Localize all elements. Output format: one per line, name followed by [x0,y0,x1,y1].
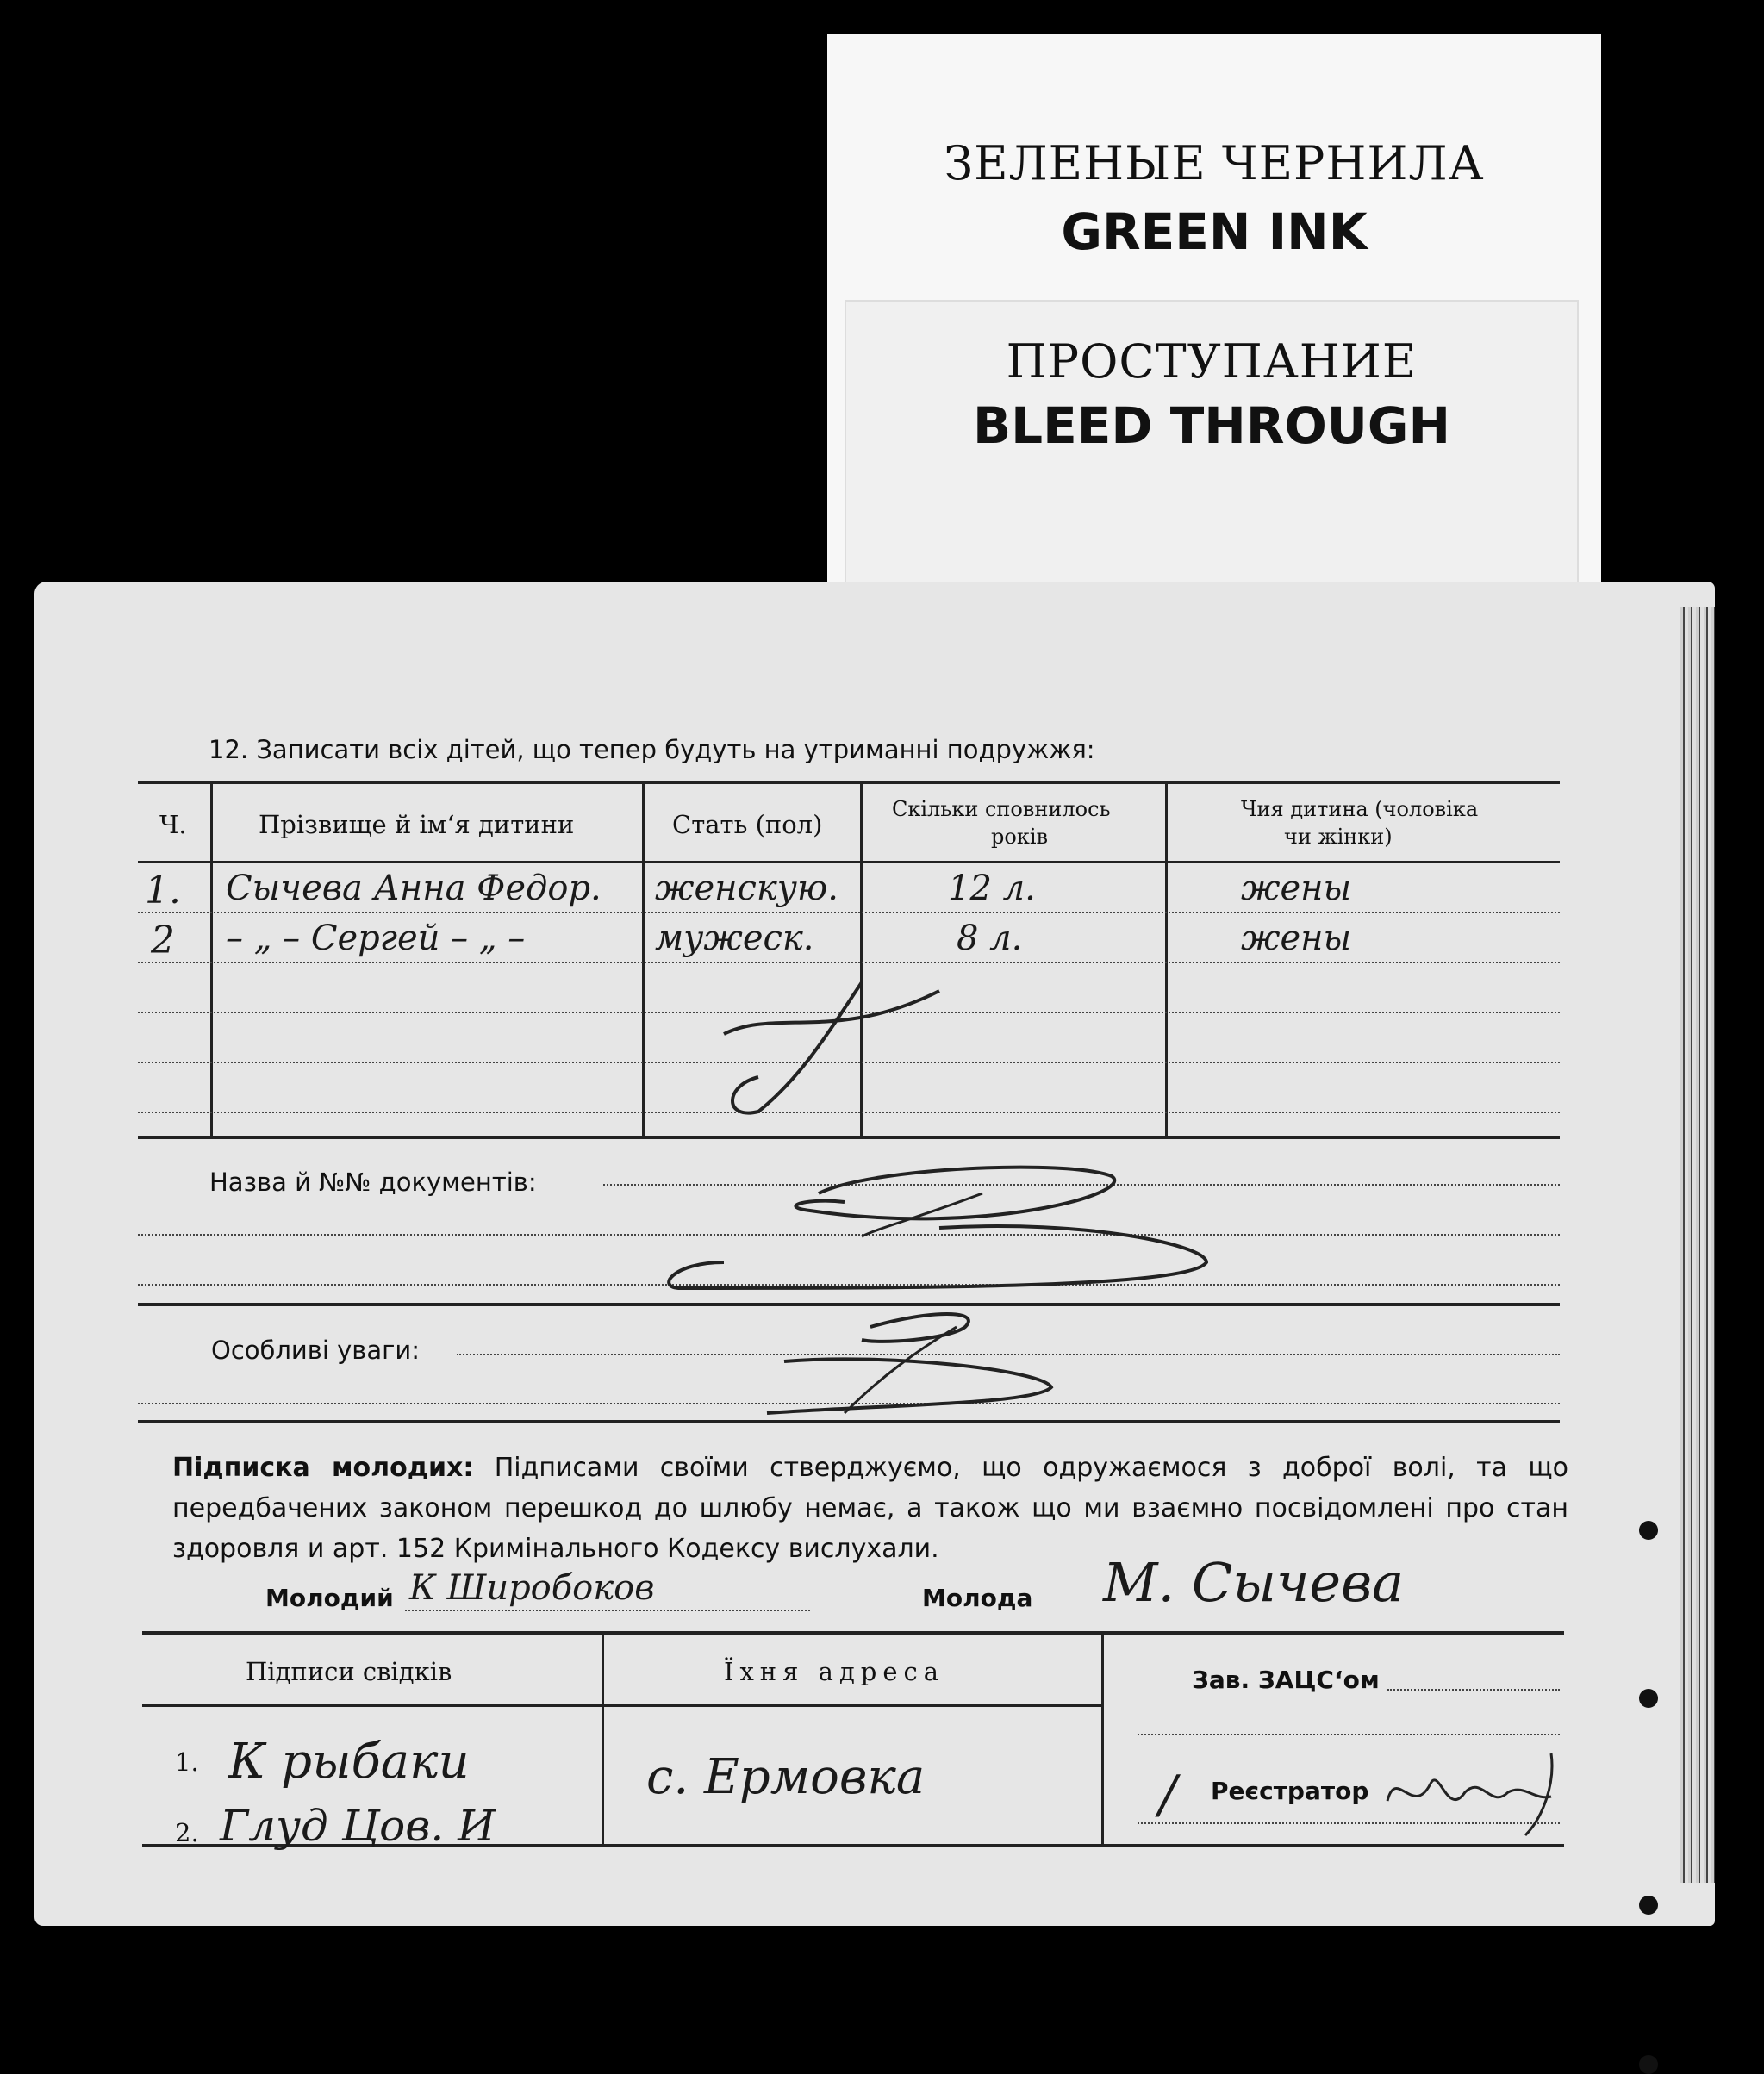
address-handwritten: с. Ермовка [646,1749,926,1805]
documents-label: Назва й №№ документів: [209,1168,537,1197]
groom-signature: К Широбоков [409,1568,655,1608]
col-header-num: Ч. [159,810,187,839]
remarks-strike-flourish [758,1301,1069,1430]
row-2-sex: мужеск. [655,919,814,958]
pledge-text: Підписами своїми стверджуємо, що одружаємося з доброї волі, та що передбачених законом перешкод до шлюбу немає, а також що ми взаємно посвідомлені про стан здоровля и арт. 152 Кримінального Кодексу вислухали. [172,1453,1568,1564]
punch-hole [1639,2055,1658,2074]
notice-card-bleed-through [845,300,1579,593]
remarks-rule [138,1420,1560,1423]
witness-table-header-rule [142,1704,1103,1707]
witness-1-num: 1. [175,1747,199,1777]
row-1-whose: жены [1241,869,1352,908]
pledge-title: Підписка молодих: [172,1453,474,1483]
zags-label: Зав. ЗАЦС‘ом [1192,1666,1380,1694]
notice-ink-ru: ЗЕЛЕНЫЕ ЧЕРНИЛА [944,136,1485,190]
col-header-whose-2: чи жінки) [1284,825,1393,849]
section-title: 12. Записати всіх дітей, що тепер будуть на утриманні подружжя: [209,735,1095,764]
col-header-age: Скільки сповнилось [892,797,1111,821]
witness-2-num: 2. [175,1818,199,1847]
row-line [138,912,1560,913]
row-1-name: Сычева Анна Федор. [226,869,602,908]
documents-strike-flourish [655,1159,1224,1305]
row-1-sex: женскую. [655,869,838,908]
row-line [138,962,1560,963]
bride-label: Молода [922,1584,1033,1612]
col-divider [210,784,213,1137]
witness-col-header: Підписи свідків [246,1657,452,1686]
groom-label: Молодий [265,1584,394,1612]
punch-hole [1639,1689,1658,1708]
paper-edge [1680,607,1715,1883]
row-2-age: 8 л. [957,919,1023,958]
notice-ink-en: GREEN INK [1061,202,1368,261]
col-divider [1101,1635,1104,1846]
zags-line [1387,1689,1560,1691]
registrar-signature [1379,1749,1577,1844]
zags-line [1138,1734,1560,1735]
col-header-name: Прізвище й ім‘я дитини [259,810,575,839]
registrar-label: Реєстратор [1211,1777,1369,1805]
row-2-whose: жены [1241,919,1352,958]
table-bottom-rule [138,1136,1560,1139]
witness-2-signature: Глуд Цов. И [220,1801,496,1851]
punch-hole [1639,1521,1658,1540]
col-header-age-2: років [991,825,1048,849]
bride-signature: М. Сычева [1103,1551,1405,1614]
address-col-header: Їхня адреса [724,1657,945,1686]
notice-bleed-ru: ПРОСТУПАНИЕ [1006,334,1418,389]
strike-flourish [707,974,965,1129]
witness-table-top-rule [142,1631,1564,1635]
col-header-sex: Стать (пол) [672,810,823,839]
col-header-whose: Чия дитина (чоловіка [1241,797,1479,821]
col-divider [1165,784,1168,1137]
col-divider [642,784,645,1137]
registrar-mark: / [1159,1765,1177,1825]
row-2-name: – „ – Сергей – „ – [226,919,526,958]
table-top-rule [138,781,1560,784]
row-1-num: 1. [145,869,181,912]
witness-1-signature: К рыбаки [228,1734,470,1790]
remarks-label: Особливі уваги: [211,1336,421,1365]
row-2-num: 2 [151,919,175,962]
punch-hole [1639,1896,1658,1915]
row-1-age: 12 л. [948,869,1036,908]
notice-bleed-en: BLEED THROUGH [972,396,1451,455]
table-header-rule [138,861,1560,863]
col-divider [602,1635,604,1846]
groom-sign-line [405,1610,810,1611]
